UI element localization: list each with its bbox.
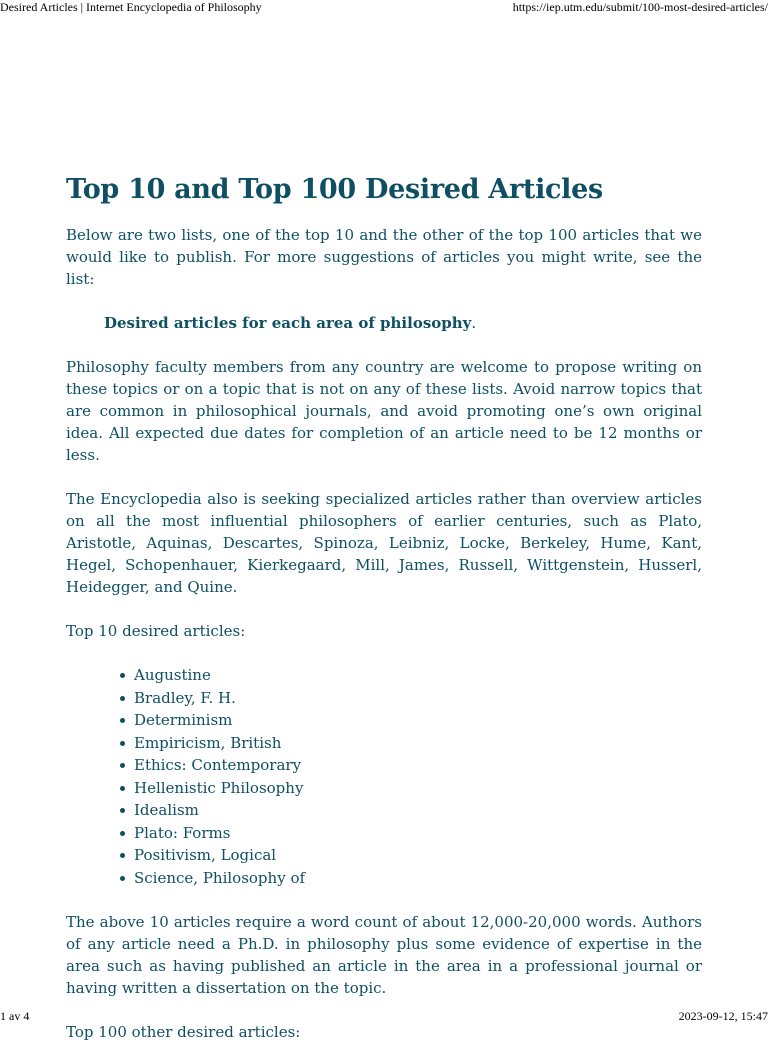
page-number: 1 av 4 [0, 1009, 30, 1023]
list-item: Plato: Forms [120, 822, 702, 845]
top10-list [66, 664, 702, 889]
article-content [66, 170, 702, 1043]
faculty-paragraph: Philosophy faculty members from any country are welcome to propose writing on these topics or on a topic that is not on any of these lists. Avoid narrow topics that are common in philosophical journals, and avoid promoting one’s own original idea. All expected due dates for completion of an article need to be 12 months or less. [66, 358, 702, 464]
intro-paragraph: Below are two lists, one of the top 10 and the other of the top 100 articles that we would like to publish. For more suggestions of articles you might write, see the list: [66, 226, 702, 288]
list-item: Science, Philosophy of [120, 867, 702, 890]
print-header-title: Desired Articles | Internet Encyclopedia of Philosophy [0, 0, 262, 14]
wordcount-paragraph: The above 10 articles require a word count of about 12,000-20,000 words. Authors of any article need a Ph.D. in philosophy plus some evidence of expertise in the area such as having published an article in the area in a professional journal or having written a dissertation on the topic. [66, 913, 702, 997]
top100-heading: Top 100 other desired articles: [66, 1023, 301, 1041]
list-item: Bradley, F. H. [120, 687, 702, 710]
list-item: Empiricism, British [120, 732, 702, 755]
desired-articles-link-suffix: . [471, 314, 477, 332]
list-item: Positivism, Logical [120, 844, 702, 867]
list-item: Augustine [120, 664, 702, 687]
desired-articles-link[interactable]: Desired articles for each area of philosophy [104, 314, 472, 332]
list-item: Hellenistic Philosophy [120, 777, 702, 800]
print-header-url[interactable]: https://iep.utm.edu/submit/100-most-desired-articles/ [512, 0, 768, 14]
desired-articles-link-line [104, 312, 702, 334]
list-item: Ethics: Contemporary [120, 754, 702, 777]
print-timestamp: 2023-09-12, 15:47 [678, 1009, 768, 1023]
page-title: Top 10 and Top 100 Desired Articles [66, 174, 603, 205]
list-item: Determinism [120, 709, 702, 732]
list-item: Idealism [120, 799, 702, 822]
specialized-paragraph: The Encyclopedia also is seeking specialized articles rather than overview articles on all the most influential philosophers of earlier centuries, such as Plato, Aristotle, Aquinas, Descartes, Spinoza, Leibniz, Locke, Berkeley, Hume, Kant, Hegel, Schopenhauer, Kierkegaard, Mill, James, Russell, Wittgenstein, Husserl, Heidegger, and Quine. [66, 490, 702, 596]
top10-heading: Top 10 desired articles: [66, 622, 246, 640]
